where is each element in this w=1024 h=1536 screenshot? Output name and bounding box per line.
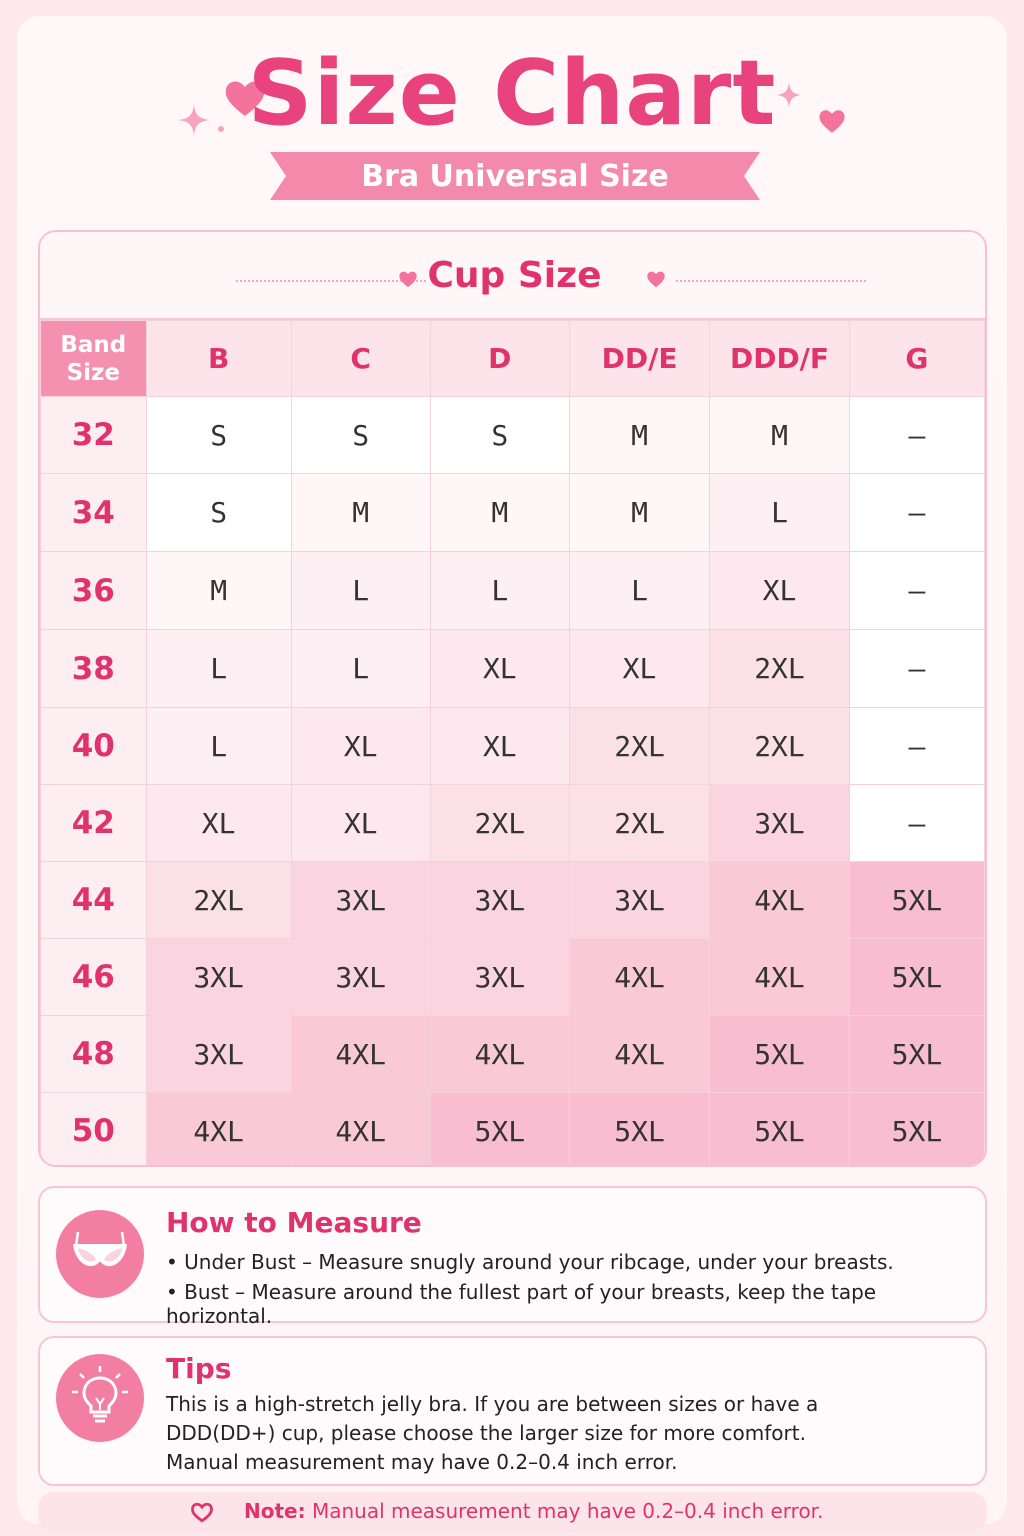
size-cell: M: [569, 474, 709, 552]
size-cell: —: [849, 630, 984, 708]
size-cell: M: [569, 397, 709, 474]
table-row: [41, 474, 985, 552]
note-body: Manual measurement may have 0.2–0.4 inch error.: [311, 1499, 824, 1523]
size-cell: XL: [291, 785, 430, 862]
size-cell: 3XL: [291, 939, 430, 1016]
how-to-measure-panel: [38, 1186, 987, 1328]
size-cell: 3XL: [710, 785, 850, 862]
size-cell: S: [146, 474, 291, 552]
size-cell: 4XL: [146, 1093, 291, 1168]
size-cell: 4XL: [291, 1093, 430, 1168]
size-cell: XL: [430, 708, 569, 785]
heart-icon: [646, 270, 666, 288]
divider: [676, 280, 866, 282]
size-cell: 3XL: [146, 939, 291, 1016]
band-size-cell: 48: [41, 1016, 147, 1093]
size-cell: —: [849, 397, 984, 474]
table-row: [41, 1016, 985, 1093]
size-cell: —: [849, 708, 984, 785]
size-cell: 3XL: [430, 862, 569, 939]
size-cell: 4XL: [710, 939, 850, 1016]
table-row: [41, 630, 985, 708]
size-cell: XL: [291, 708, 430, 785]
tips-title: Tips: [166, 1352, 232, 1385]
size-cell: M: [146, 552, 291, 630]
size-cell: S: [430, 397, 569, 474]
tips-line: DDD(DD+) cup, please choose the larger size for more comfort.: [166, 1421, 806, 1445]
table-row: [41, 708, 985, 785]
lightbulb-icon: [56, 1354, 144, 1442]
size-cell: M: [291, 474, 430, 552]
size-cell: 5XL: [430, 1093, 569, 1168]
note-bar: [38, 1492, 987, 1532]
table-row: [41, 939, 985, 1016]
size-cell: S: [146, 397, 291, 474]
size-cell: L: [430, 552, 569, 630]
size-cell: XL: [569, 630, 709, 708]
band-size-cell: 44: [41, 862, 147, 939]
cup-header: C: [291, 321, 430, 397]
table-row: [41, 397, 985, 474]
band-size-cell: 34: [41, 474, 147, 552]
cup-size-header: [40, 232, 987, 320]
size-cell: 5XL: [710, 1093, 850, 1168]
size-cell: 5XL: [849, 939, 984, 1016]
size-cell: XL: [430, 630, 569, 708]
band-size-cell: 42: [41, 785, 147, 862]
size-grid: [40, 320, 985, 1167]
size-cell: 3XL: [569, 862, 709, 939]
size-cell: M: [430, 474, 569, 552]
header-row: [41, 321, 985, 397]
size-cell: —: [849, 785, 984, 862]
size-cell: L: [146, 708, 291, 785]
size-cell: —: [849, 552, 984, 630]
size-cell: L: [569, 552, 709, 630]
band-size-cell: 40: [41, 708, 147, 785]
size-cell: 2XL: [569, 708, 709, 785]
size-cell: 5XL: [849, 1016, 984, 1093]
size-cell: —: [849, 474, 984, 552]
band-size-cell: 50: [41, 1093, 147, 1168]
band-size-cell: 36: [41, 552, 147, 630]
tips-panel: [38, 1336, 987, 1486]
size-cell: S: [291, 397, 430, 474]
subtitle: Bra Universal Size: [361, 159, 669, 194]
measure-line: • Bust – Measure around the fullest part of your breasts, keep the tape horizontal.: [166, 1280, 877, 1328]
size-cell: 5XL: [710, 1016, 850, 1093]
size-cell: 3XL: [146, 1016, 291, 1093]
size-table: [38, 230, 987, 1167]
size-cell: 2XL: [430, 785, 569, 862]
size-cell: 5XL: [569, 1093, 709, 1168]
size-cell: XL: [146, 785, 291, 862]
table-row: [41, 862, 985, 939]
tips-line: Manual measurement may have 0.2–0.4 inch error.: [166, 1450, 678, 1474]
size-cell: 2XL: [710, 630, 850, 708]
note-label: Note:: [244, 1499, 306, 1523]
heart-icon: [190, 1501, 214, 1523]
size-cell: L: [710, 474, 850, 552]
size-cell: 2XL: [710, 708, 850, 785]
size-cell: 4XL: [569, 939, 709, 1016]
size-cell: 4XL: [291, 1016, 430, 1093]
size-cell: L: [146, 630, 291, 708]
size-cell: 4XL: [710, 862, 850, 939]
size-cell: M: [710, 397, 850, 474]
cup-header: DDD/F: [710, 321, 850, 397]
measure-line: • Under Bust – Measure snugly around your ribcage, under your breasts.: [166, 1250, 894, 1274]
band-size-cell: 32: [41, 397, 147, 474]
cup-header: G: [849, 321, 984, 397]
size-cell: 3XL: [430, 939, 569, 1016]
band-header-line: Size: [66, 359, 121, 386]
size-cell: XL: [710, 552, 850, 630]
page-title: Size Chart: [247, 41, 777, 146]
cup-header: D: [430, 321, 569, 397]
size-cell: L: [291, 630, 430, 708]
band-size-cell: 38: [41, 630, 147, 708]
cup-size-title: Cup Size: [427, 255, 602, 296]
how-to-measure-title: How to Measure: [166, 1206, 422, 1239]
size-cell: 2XL: [569, 785, 709, 862]
size-cell: L: [291, 552, 430, 630]
note-text: [244, 1499, 823, 1523]
cup-header: DD/E: [569, 321, 709, 397]
band-size-header: [41, 321, 147, 397]
band-size-cell: 46: [41, 939, 147, 1016]
tips-line: This is a high-stretch jelly bra. If you are between sizes or have a: [166, 1392, 819, 1416]
size-cell: 2XL: [146, 862, 291, 939]
subtitle-ribbon: [270, 152, 760, 200]
cup-header: B: [146, 321, 291, 397]
size-cell: 4XL: [569, 1016, 709, 1093]
table-row: [41, 552, 985, 630]
size-cell: 5XL: [849, 1093, 984, 1168]
bra-icon: [56, 1210, 144, 1298]
size-cell: 4XL: [430, 1016, 569, 1093]
size-cell: 3XL: [291, 862, 430, 939]
table-row: [41, 1093, 985, 1168]
size-cell: 5XL: [849, 862, 984, 939]
table-row: [41, 785, 985, 862]
band-header-line: Band: [60, 331, 127, 358]
